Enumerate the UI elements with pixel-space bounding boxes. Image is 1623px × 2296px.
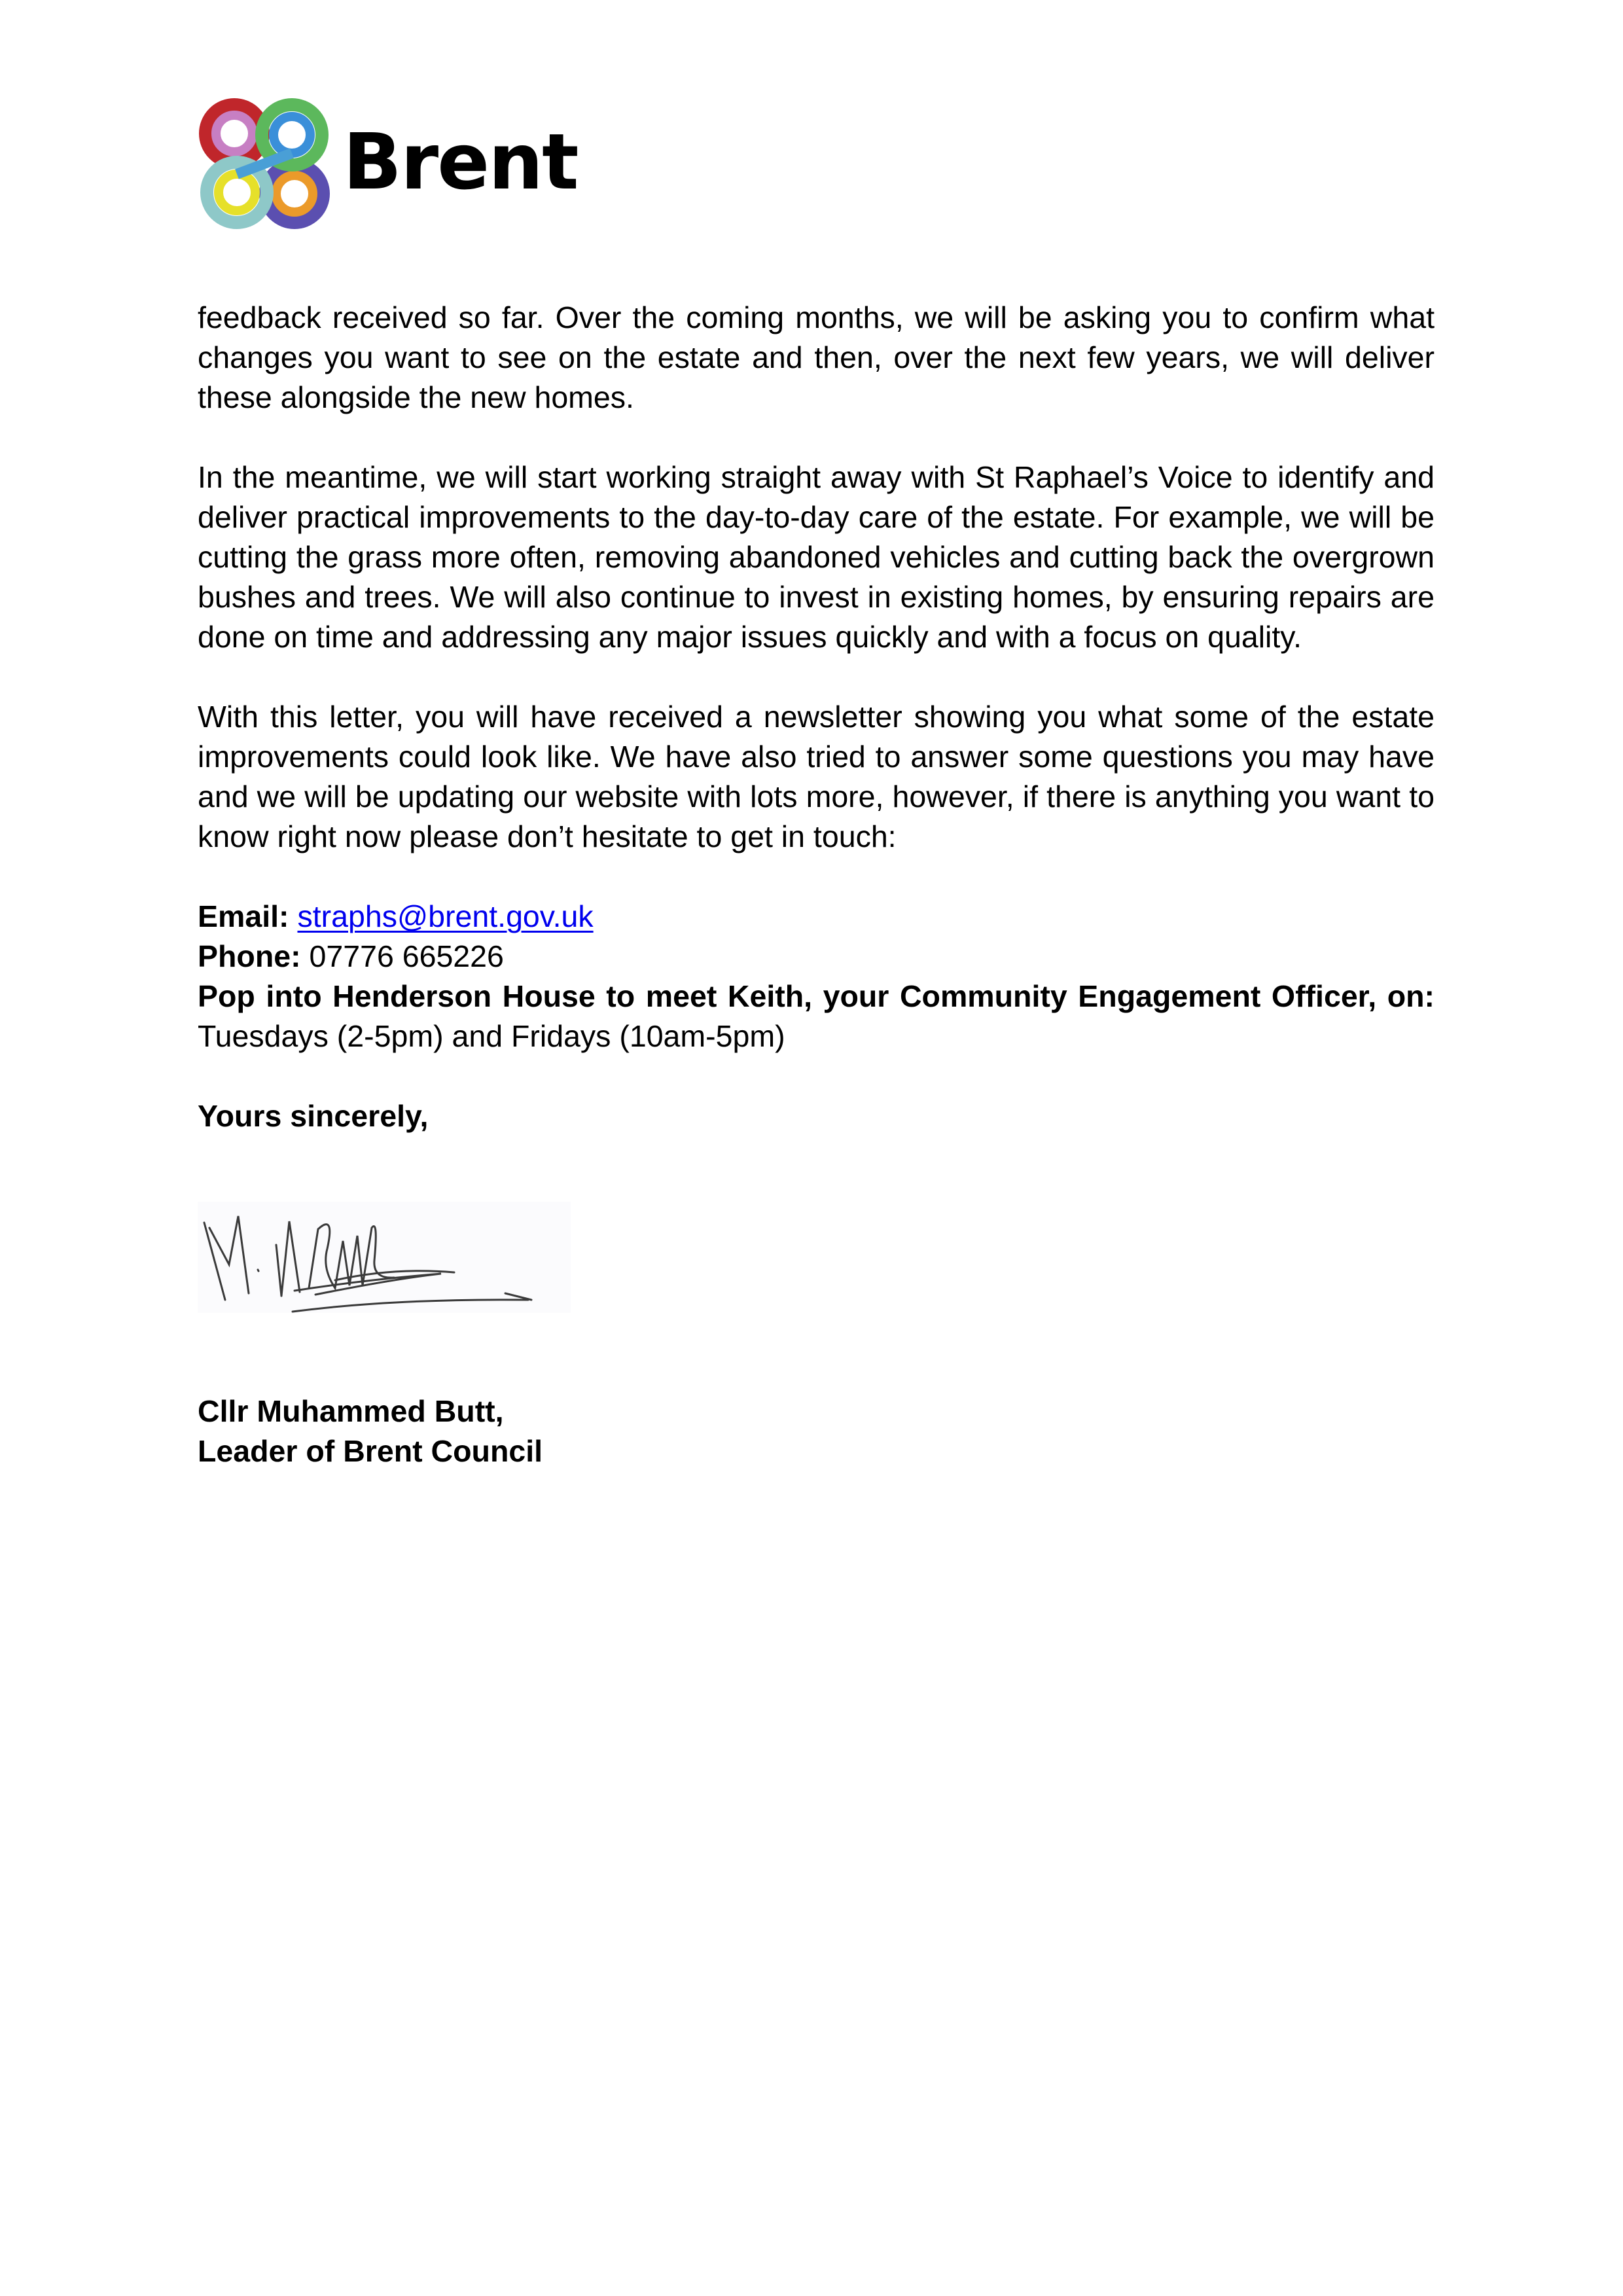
- closing-salutation: Yours sincerely,: [198, 1099, 429, 1133]
- signatory: [198, 1391, 1435, 1471]
- signatory-title: Leader of Brent Council: [198, 1434, 543, 1468]
- email-label: Email:: [198, 899, 289, 933]
- visit-times: Tuesdays (2-5pm) and Fridays (10am-5pm): [198, 1019, 785, 1053]
- phone-number: 07776 665226: [309, 939, 504, 973]
- email-link[interactable]: straphs@brent.gov.uk: [297, 899, 594, 933]
- organisation-wordmark: Brent: [343, 117, 578, 207]
- handwritten-signature-icon: [198, 1202, 571, 1313]
- phone-line: [198, 937, 1435, 977]
- letterhead: [194, 92, 578, 236]
- phone-label: Phone:: [198, 939, 301, 973]
- contact-details: [198, 897, 1435, 1056]
- visit-label: Pop into Henderson House to meet Keith, your Community Engagement Officer, on:: [198, 979, 1435, 1013]
- body-paragraph: feedback received so far. Over the coming months, we will be asking you to confirm what changes you want to see on the estate and then, over the next few years, we will deliver these alongside the new homes.: [198, 300, 1435, 414]
- body-paragraph: With this letter, you will have received a newsletter showing you what some of the estate improvements could look like. We have also tried to answer some questions you may have and we will be updating our website with lots more, however, if there is anything you want to know right now please don’t hesitate to get in touch:: [198, 700, 1435, 853]
- letter-body: [198, 298, 1435, 1471]
- body-paragraph: In the meantime, we will start working straight away with St Raphael’s Voice to identify and deliver practical improvements to the day-to-day care of the estate. For example, we will be cutting the grass more often, removing abandoned vehicles and cutting back the overgrown bushes and trees. We will also continue to invest in existing homes, by ensuring repairs are done on time and addressing any major issues quickly and with a focus on quality.: [198, 460, 1435, 654]
- email-line: [198, 897, 1435, 937]
- signatory-name: Cllr Muhammed Butt,: [198, 1394, 504, 1428]
- brent-knot-logo-icon: [194, 93, 335, 234]
